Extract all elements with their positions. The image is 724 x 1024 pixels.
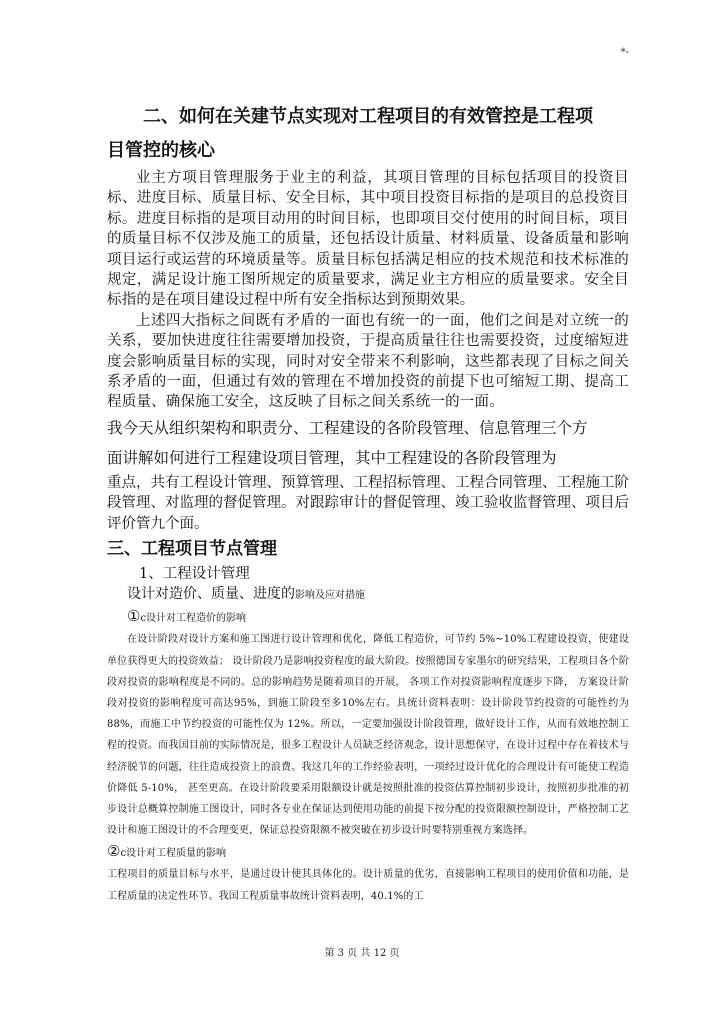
subheading-design-impact-main: 设计对造价、质量、进度的 <box>127 586 295 603</box>
circled-number-two: ② <box>107 842 121 861</box>
subheading-cost-impact-text: c设计对工程造价的影响 <box>140 613 247 625</box>
document-page <box>107 100 629 907</box>
paragraph-cost-impact: 在设计阶段对设计方案和施工图进行设计管理和优化，降低工程造价，可节约 5%~10%工程建设投资，使建设单位获得更大的投资效益； 设计阶段乃是影响投资程度的最大阶段。按照德国专家墨尔的研究结果，工程项目各个阶段对投资的影响程度是不同的。总的影响趋势是随着项目的开展， 各项工作对投资影响程度逐步下降， 方案设计阶段对投资的影响程度可高达95%，到施工阶段至多10%左右。具统计资料表明：设计阶段节约投资的可能性约为 88%，而施工中节约投资的可能性仅为 12%。所以，一定要加强设计阶段管理，做好设计工作，从而有效地控制工程的投资。而我国目前的实际情况是，很多工程设计人员缺乏经济观念，设计思想保守，在设计过程中存在着技术与经济脱节的问题，往往造成投资上的浪费。我这几年的工作经验表明，一项经过设计优化的合理设计有可能使工程造价降低 5-10%， 甚至更高。在设计阶段要采用限额设计就是按照批准的投资估算控制初步设计，按照初步批准的初步设计总概算控制施工图设计，同时各专业在保证达到使用功能的前提下按分配的投资限额控制设计，严格控制工艺设计和施工图设计的不合理变更，保证总投资限额不被突破在初步设计时要特别重视方案选择。 <box>107 634 629 837</box>
section-two-title-line1 <box>107 100 629 134</box>
section-three-title: 三、工程项目节点管理 <box>107 539 277 560</box>
subheading-design-impact-small: 影响及应对措施 <box>295 590 365 602</box>
section-two-title-line2: 目管控的核心 <box>107 140 215 161</box>
subheading-design-management: 1、工程设计管理 <box>139 566 250 583</box>
paragraph-relations: 上述四大指标之间既有矛盾的一面也有统一的一面，他们之间是对立统一的关系，要加快进度往往需要增加投资，于提高质量往往也需要投资，过度缩短进度会影响质量目标的实现，同时对安全带来不利影响，这些都表现了目标之间关系矛盾的一面，但通过有效的管理在不增加投资的前提下也可缩短工期、提高工程质量、确保施工安全，这反映了目标之间关系统一的一面。 <box>107 312 629 411</box>
paragraph-intro-rest: 重点，共有工程设计管理、预算管理、工程招标管理、工程合同管理、工程施工阶段管理、对监理的督促管理。对跟踪审计的督促管理、竣工验收监督管理、项目后评价管九个面。 <box>107 474 629 532</box>
page-footer: 第 3 页 共 12 页 <box>324 948 400 959</box>
paragraph-targets: 业主方项目管理服务于业主的利益，其项目管理的目标包括项目的投资目标、进度目标、质量目标、安全目标，其中项目投资目标指的是项目的总投资目标。进度目标指的是项目动用的时间目标，也即项目交付使用的时间目标，项目的质量目标不仅涉及施工的质量，还包括设计质量、材料质量、设备质量和影响项目运行或运营的环境质量等。质量目标包括满足相应的技术规范和技术标准的规定，满足设计施工图所规定的质量要求，满足业主方相应的质量要求。安全目标指的是在项目建设过程中所有安全指标达到预期效果。 <box>107 170 629 309</box>
subheading-cost-impact <box>107 606 629 629</box>
circled-number-one: ① <box>127 607 141 626</box>
section-two-title-text: 二、如何在关建节点实现对工程项目的有效管控是工程项 <box>143 106 593 127</box>
paragraph-intro-line1: 我今天从组织架构和职责分、工程建设的各阶段管理、信息管理三个方 <box>107 418 588 437</box>
paragraph-intro-line2: 面讲解如何进行工程建设项目管理，其中工程建设的各阶段管理为 <box>107 448 557 467</box>
subheading-quality-impact <box>107 841 629 864</box>
corner-mark: *- <box>620 47 629 58</box>
subheading-design-impact <box>107 584 629 606</box>
paragraph-quality-impact: 工程项目的质量目标与水平，是通过设计使其具体化的。设计质量的优劣，直接影响工程项目的使用价值和功能，是工程质量的决定性环节。我国工程质量事故统计资料表明，40.1%的工 <box>107 869 629 902</box>
subheading-quality-impact-text: c设计对工程质量的影响 <box>120 848 227 860</box>
